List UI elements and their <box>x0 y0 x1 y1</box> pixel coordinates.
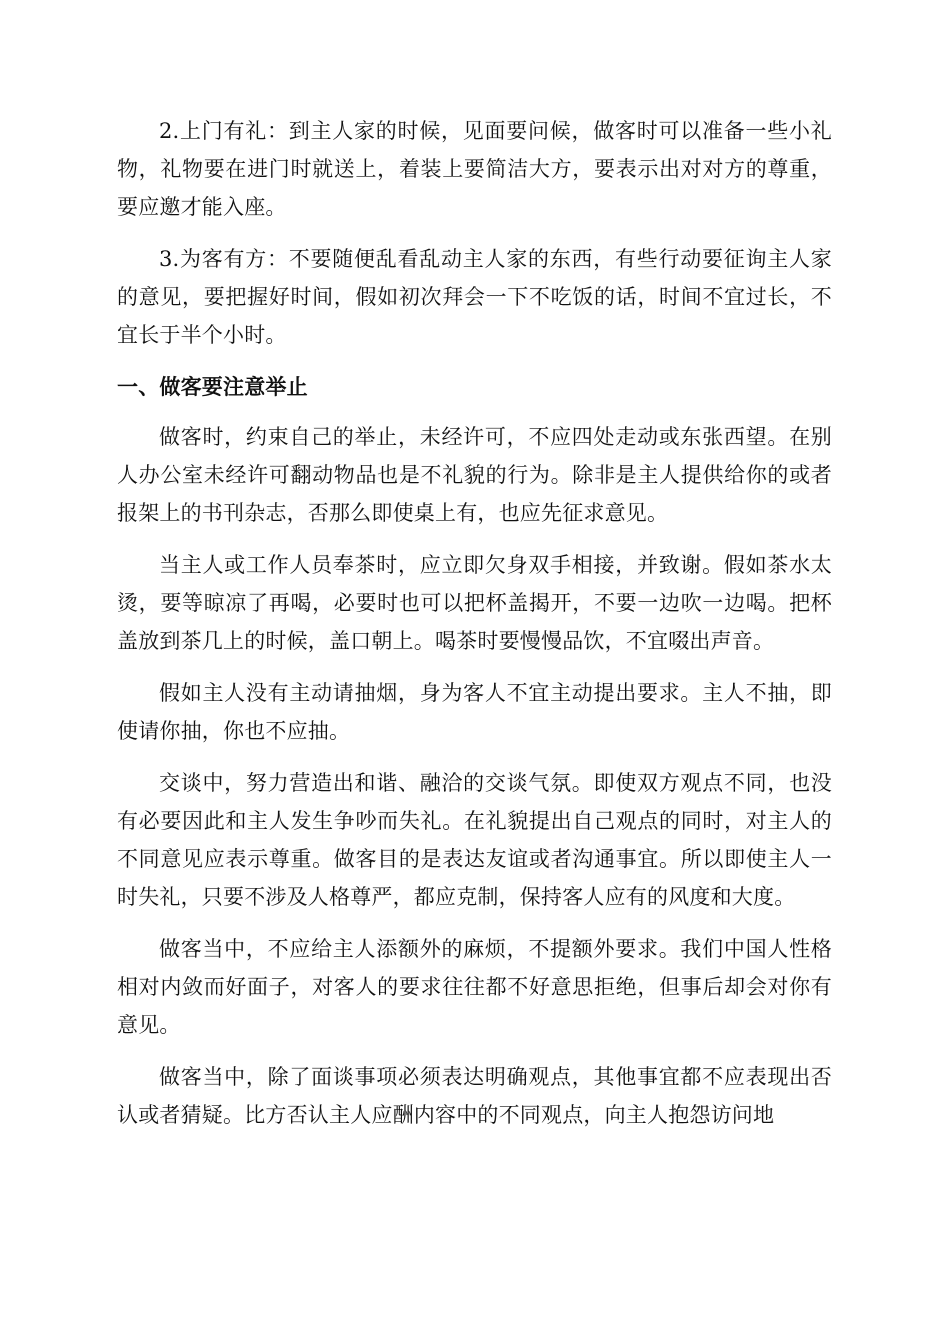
paragraph-conversation: 交谈中，努力营造出和谐、融洽的交谈气氛。即使双方观点不同，也没有必要因此和主人发生争吵而失礼。在礼貌提出自己观点的同时，对主人的不同意见应表示尊重。做客目的是表达友谊或者沟通事宜。所以即使主人一时失礼，只要不涉及人格尊严，都应克制，保持客人应有的风度和大度。 <box>117 771 832 909</box>
section-heading: 一、做客要注意举止 <box>117 375 308 399</box>
paragraph-no-extra-requests: 做客当中，不应给主人添额外的麻烦，不提额外要求。我们中国人性格相对内敛而好面子，对客人的要求往往都不好意思拒绝，但事后却会对你有意见。 <box>117 937 832 1037</box>
paragraph-item-2: 2.上门有礼：到主人家的时候，见面要问候，做客时可以准备一些小礼物，礼物要在进门时就送上，着装上要简洁大方，要表示出对对方的尊重，要应邀才能入座。 <box>117 119 832 219</box>
paragraph-behavior: 做客时，约束自己的举止，未经许可，不应四处走动或东张西望。在别人办公室未经许可翻动物品也是不礼貌的行为。除非是主人提供给你的或者报架上的书刊杂志，否那么即使桌上有，也应先征求意见。 <box>117 425 832 525</box>
paragraph-item-3: 3.为客有方：不要随便乱看乱动主人家的东西，有些行动要征询主人家的意见，要把握好时间，假如初次拜会一下不吃饭的话，时间不宜过长，不宜长于半个小时。 <box>117 247 832 347</box>
paragraph-smoking: 假如主人没有主动请抽烟，身为客人不宜主动提出要求。主人不抽，即使请你抽，你也不应抽。 <box>117 681 832 743</box>
paragraph-tea: 当主人或工作人员奉茶时，应立即欠身双手相接，并致谢。假如茶水太烫，要等晾凉了再喝，必要时也可以把杯盖揭开，不要一边吹一边喝。把杯盖放到茶几上的时候，盖口朝上。喝茶时要慢慢品饮，不宜啜出声音。 <box>117 553 832 653</box>
paragraph-no-denial: 做客当中，除了面谈事项必须表达明确观点，其他事宜都不应表现出否认或者猜疑。比方否认主人应酬内容中的不同观点，向主人抱怨访问地 <box>117 1065 832 1127</box>
